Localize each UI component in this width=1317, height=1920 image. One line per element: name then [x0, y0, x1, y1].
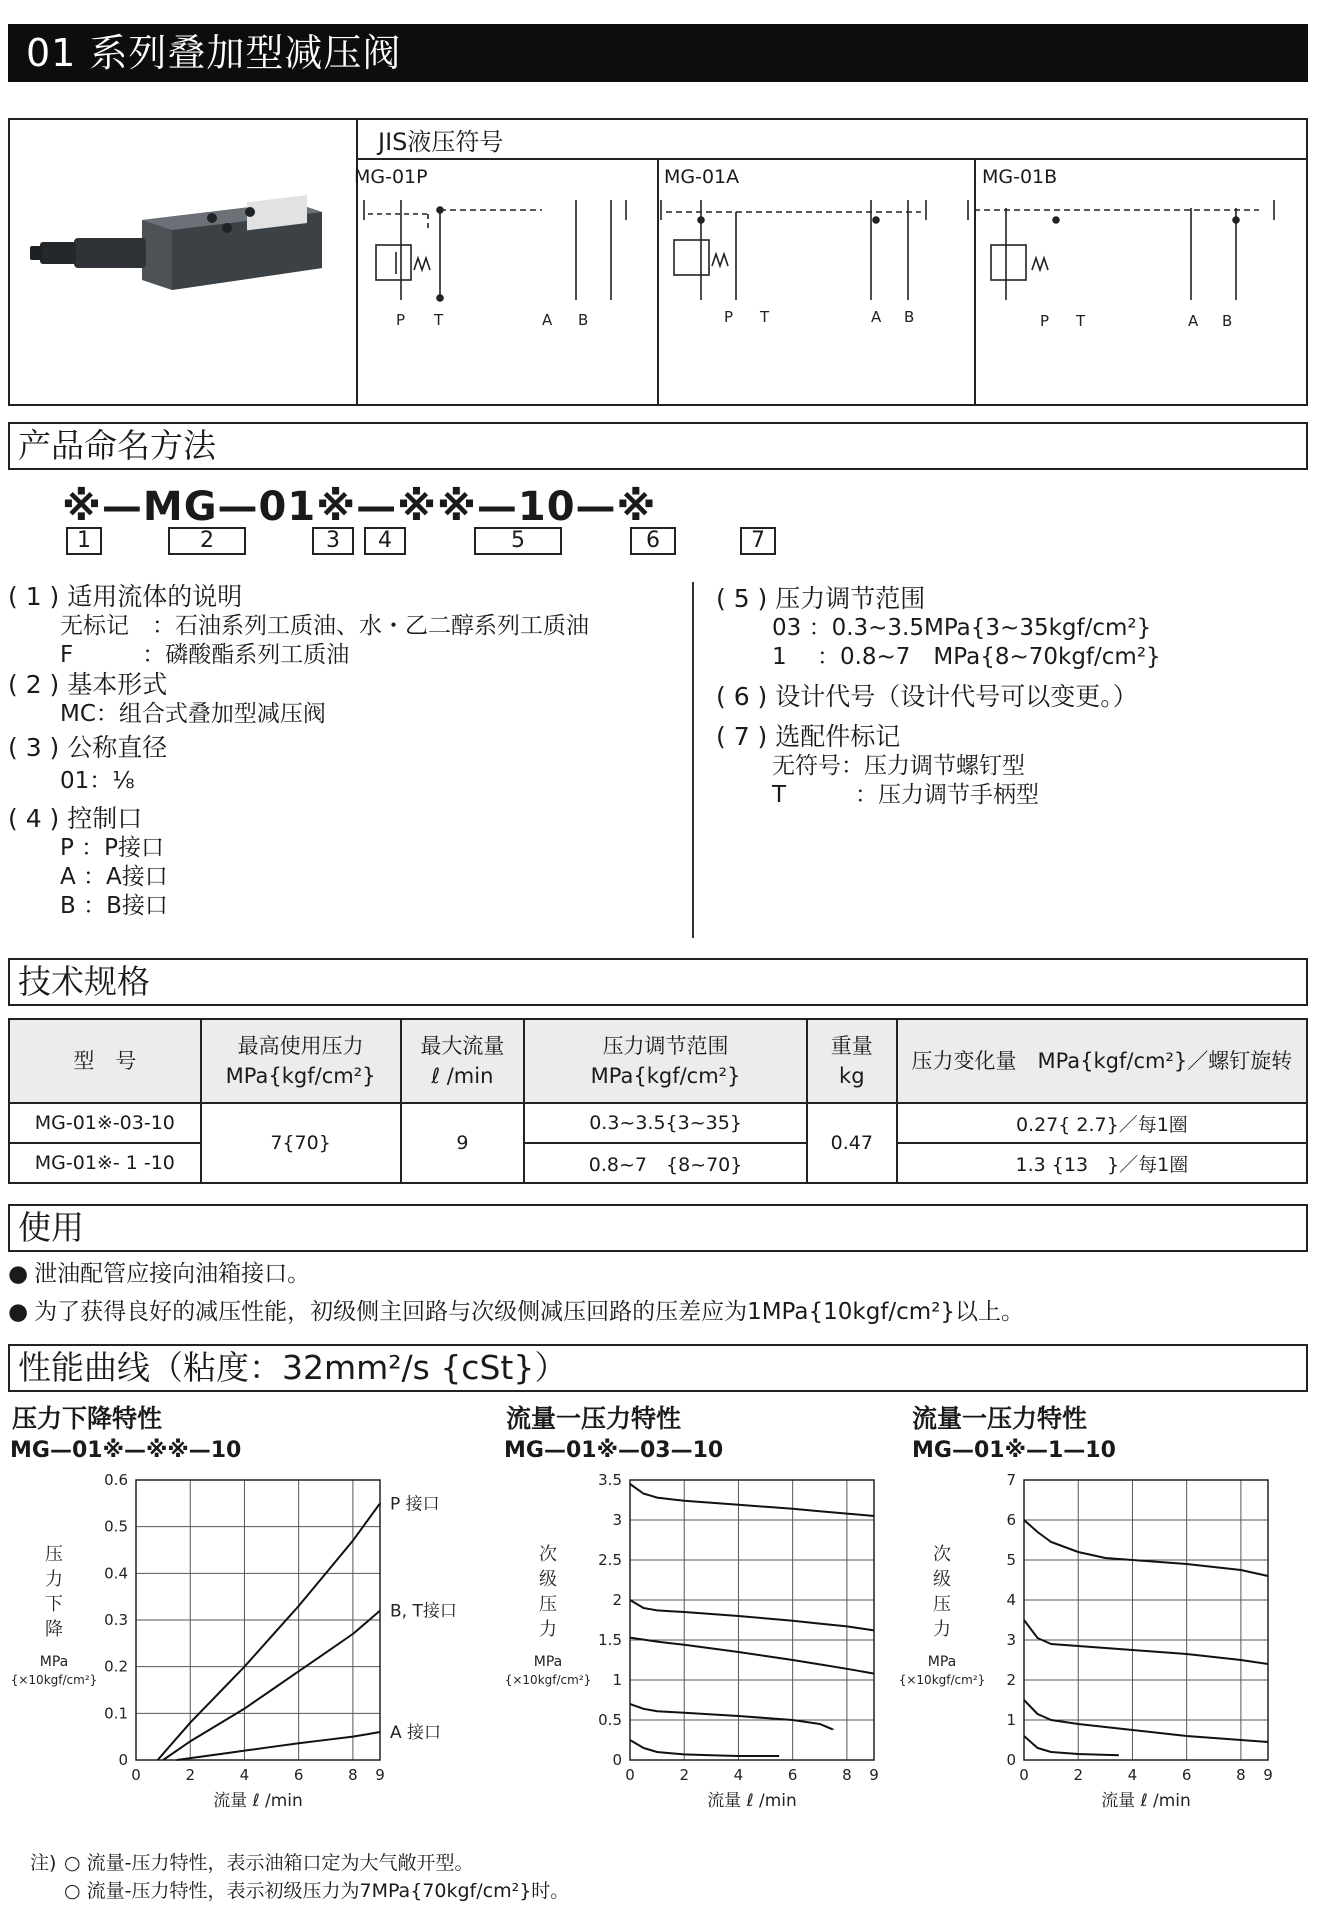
- y-axis-label: 下: [45, 1594, 63, 1615]
- y-tick-label: 0.6: [104, 1471, 128, 1489]
- x-axis-label: 流量 ℓ /min: [707, 1791, 797, 1810]
- notes-prefix: 注): [30, 1852, 57, 1874]
- y-axis-label: 压: [933, 1594, 951, 1615]
- y-tick-label: 1.5: [598, 1631, 622, 1649]
- x-tick-label: 4: [239, 1766, 250, 1784]
- y-tick-label: 3.5: [598, 1471, 622, 1489]
- port-label: T: [1076, 312, 1086, 330]
- y-axis-label: 压: [45, 1544, 63, 1565]
- spec-header-range: 压力调节范围 MPa{kgf/cm²}: [524, 1019, 807, 1103]
- x-tick-label: 0: [131, 1766, 141, 1784]
- model-label-mg01b: MG-01B: [982, 166, 1058, 188]
- x-tick-label: 0: [625, 1766, 635, 1784]
- port-label: T: [434, 311, 444, 329]
- y-tick-label: 4: [1006, 1591, 1016, 1609]
- y-axis-label: 级: [539, 1569, 557, 1590]
- naming-item-line: B ：B接口: [60, 893, 168, 919]
- bt-port-label: B, T接口: [390, 1601, 457, 1622]
- naming-item-line: P ：P接口: [60, 835, 165, 861]
- y-tick-label: 6: [1006, 1511, 1016, 1529]
- code-box: 2: [168, 527, 246, 555]
- y-tick-label: 0.1: [104, 1704, 128, 1723]
- naming-item-title: ( 7 ) 选配件标记: [716, 722, 901, 751]
- y-tick-label: 1: [612, 1671, 622, 1689]
- naming-right: [716, 584, 1306, 810]
- y-tick-label: 0: [612, 1751, 622, 1769]
- series-line: [630, 1638, 874, 1674]
- port-label: A: [871, 308, 882, 326]
- y-tick-label: 0: [118, 1751, 128, 1769]
- x-tick-label: 6: [1181, 1766, 1192, 1784]
- series-line: [1024, 1520, 1268, 1576]
- series-line: [630, 1704, 833, 1730]
- model-label-mg01a: MG-01A: [664, 166, 740, 188]
- naming-item-title: ( 6 ) 设计代号（设计代号可以变更。）: [716, 682, 1138, 711]
- spec-header-model: 型 号: [9, 1019, 201, 1103]
- y-axis-unit: {×10kgf/cm²}: [898, 1673, 986, 1687]
- chart3-title: 流量一压力特性: [912, 1404, 1088, 1433]
- code-box: 4: [364, 527, 406, 555]
- jis-symbols: [356, 190, 1308, 350]
- y-tick-label: 0.5: [598, 1711, 622, 1729]
- spec-header-pressure: 最高使用压力 MPa{kgf/cm²}: [201, 1019, 401, 1103]
- model-code: ※—MG—01※—※※—10—※: [62, 484, 657, 530]
- series-line: [630, 1484, 874, 1516]
- series-line: [177, 1732, 380, 1760]
- naming-heading: 产品命名方法: [8, 422, 1308, 470]
- naming-item-title: ( 3 ) 公称直径: [8, 733, 168, 762]
- code-box: 3: [312, 527, 354, 555]
- y-axis-label: 级: [933, 1569, 951, 1590]
- y-tick-label: 0.4: [104, 1564, 128, 1583]
- y-axis-label: 力: [539, 1619, 557, 1640]
- x-tick-label: 4: [733, 1766, 744, 1784]
- model-label-mg01p: MG-01P: [354, 166, 428, 188]
- code-box: 5: [474, 527, 562, 555]
- x-tick-label: 9: [1263, 1766, 1273, 1784]
- y-axis-label: 降: [45, 1619, 63, 1640]
- x-axis-label: 流量 ℓ /min: [213, 1791, 303, 1810]
- performance-charts: [0, 1470, 1317, 1810]
- x-tick-label: 6: [293, 1766, 304, 1784]
- x-tick-label: 9: [869, 1766, 879, 1784]
- spec-heading: 技术规格: [8, 958, 1308, 1006]
- note-item: ○ 流量-压力特性，表示初级压力为7MPa{70kgf/cm²}时。: [64, 1880, 570, 1902]
- usage-heading: 使用: [8, 1204, 1308, 1252]
- port-label: B: [578, 311, 589, 329]
- series-line: [1024, 1736, 1119, 1755]
- x-tick-label: 4: [1127, 1766, 1138, 1784]
- p-port-label: P 接口: [390, 1494, 440, 1515]
- x-tick-label: 8: [348, 1766, 358, 1784]
- y-tick-label: 7: [1006, 1471, 1016, 1489]
- naming-left: [8, 582, 678, 921]
- series-line: [1024, 1700, 1268, 1742]
- a-port-label: A 接口: [390, 1723, 442, 1743]
- spec-header-flow: 最大流量 ℓ /min: [401, 1019, 525, 1103]
- naming-item-line: T ：压力调节手柄型: [772, 782, 1040, 808]
- y-axis-label: 次: [933, 1544, 951, 1565]
- y-axis-label: 次: [539, 1544, 557, 1565]
- y-axis-unit: MPa: [533, 1654, 563, 1670]
- x-tick-label: 2: [1073, 1766, 1083, 1784]
- y-tick-label: 0.5: [104, 1517, 128, 1536]
- naming-item-title: ( 2 ) 基本形式: [8, 670, 168, 699]
- y-tick-label: 2: [612, 1591, 622, 1609]
- page-title: 01 系列叠加型减压阀: [8, 24, 1308, 82]
- spec-header-change: 压力变化量 MPa{kgf/cm²}／螺钉旋转: [897, 1019, 1307, 1103]
- chart2-title: 流量一压力特性: [506, 1404, 682, 1433]
- port-label: P: [724, 308, 734, 326]
- x-tick-label: 0: [1019, 1766, 1029, 1784]
- naming-item-line: MC：组合式叠加型减压阀: [60, 701, 326, 727]
- naming-item-line: 无符号：压力调节螺钉型: [772, 753, 1025, 779]
- x-tick-label: 2: [185, 1766, 195, 1784]
- code-box: 7: [740, 527, 776, 555]
- y-axis-unit: MPa: [927, 1654, 957, 1670]
- y-tick-label: 0: [1006, 1751, 1016, 1769]
- chart1-title: 压力下降特性: [12, 1404, 163, 1433]
- port-label: A: [542, 311, 553, 329]
- series-line: [158, 1503, 380, 1760]
- chart2-subtitle: MG—01※—03—10: [504, 1438, 724, 1463]
- y-tick-label: 0.3: [104, 1611, 128, 1629]
- y-axis-unit: {×10kgf/cm²}: [10, 1673, 98, 1687]
- perf-heading: 性能曲线（粘度：32mm²/s {cSt}）: [8, 1344, 1308, 1392]
- code-box: 6: [630, 527, 676, 555]
- plot-frame: [1024, 1480, 1268, 1760]
- y-tick-label: 1: [1006, 1711, 1016, 1729]
- x-tick-label: 6: [787, 1766, 798, 1784]
- port-label: P: [1040, 312, 1050, 330]
- table-row: MG-01※-03-10 7{70} 9 0.3~3.5{3~35} 0.47 0.27{ 2.7}／每1圈: [9, 1103, 1307, 1143]
- naming-item-line: F ：磷酸酯系列工质油: [60, 642, 350, 668]
- naming-item-title: ( 5 ) 压力调节范围: [716, 584, 926, 613]
- series-line: [1024, 1620, 1268, 1664]
- x-tick-label: 8: [842, 1766, 852, 1784]
- y-tick-label: 0.2: [104, 1657, 128, 1676]
- chart1-subtitle: MG—01※—※※—10: [10, 1438, 242, 1463]
- y-axis-label: 力: [45, 1569, 63, 1590]
- port-label: A: [1188, 312, 1199, 330]
- y-axis-unit: MPa: [39, 1654, 69, 1670]
- naming-item-title: ( 4 ) 控制口: [8, 804, 143, 833]
- y-tick-label: 2: [1006, 1671, 1016, 1689]
- x-tick-label: 9: [375, 1766, 385, 1784]
- y-axis-label: 力: [933, 1619, 951, 1640]
- jis-symbol-heading: JIS液压符号: [378, 128, 504, 156]
- naming-item-title: ( 1 ) 适用流体的说明: [8, 582, 243, 611]
- naming-item-line: 1 ：0.8~7 MPa{8~70kgf/cm²}: [772, 644, 1161, 670]
- port-label: B: [904, 308, 915, 326]
- y-tick-label: 3: [612, 1511, 622, 1529]
- chart3-subtitle: MG—01※—1—10: [912, 1438, 1116, 1463]
- port-label: B: [1222, 312, 1233, 330]
- y-tick-label: 2.5: [598, 1551, 622, 1569]
- table-row: MG-01※- 1 -10 0.8~7 {8~70} 1.3 {13 }／每1圈: [9, 1143, 1307, 1183]
- usage-item: ● 泄油配管应接向油箱接口。: [8, 1260, 310, 1289]
- series-line: [630, 1740, 779, 1756]
- code-box: 1: [66, 527, 102, 555]
- x-tick-label: 2: [679, 1766, 689, 1784]
- spec-table: [8, 1018, 1308, 1184]
- note-item: ○ 流量-压力特性，表示油箱口定为大气敞开型。: [64, 1852, 474, 1874]
- series-line: [630, 1600, 874, 1630]
- y-tick-label: 3: [1006, 1631, 1016, 1649]
- spec-header-weight: 重量 kg: [807, 1019, 897, 1103]
- port-label: P: [396, 311, 406, 329]
- x-axis-label: 流量 ℓ /min: [1101, 1791, 1191, 1810]
- naming-item-line: A ：A接口: [60, 864, 168, 890]
- x-tick-label: 8: [1236, 1766, 1246, 1784]
- usage-item: ● 为了获得良好的减压性能，初级侧主回路与次级侧减压回路的压差应为1MPa{10kgf/cm²}以上。: [8, 1298, 1024, 1327]
- y-axis-label: 压: [539, 1594, 557, 1615]
- port-label: T: [760, 308, 770, 326]
- valve-photo: [22, 190, 338, 340]
- y-tick-label: 5: [1006, 1551, 1016, 1569]
- naming-item-line: 03 ：0.3~3.5MPa{3~35kgf/cm²}: [772, 615, 1152, 641]
- naming-item-line: 无标记 ：石油系列工质油、水・乙二醇系列工质油: [60, 613, 589, 639]
- naming-item-line: 01：⅛: [60, 768, 135, 794]
- y-axis-unit: {×10kgf/cm²}: [504, 1673, 592, 1687]
